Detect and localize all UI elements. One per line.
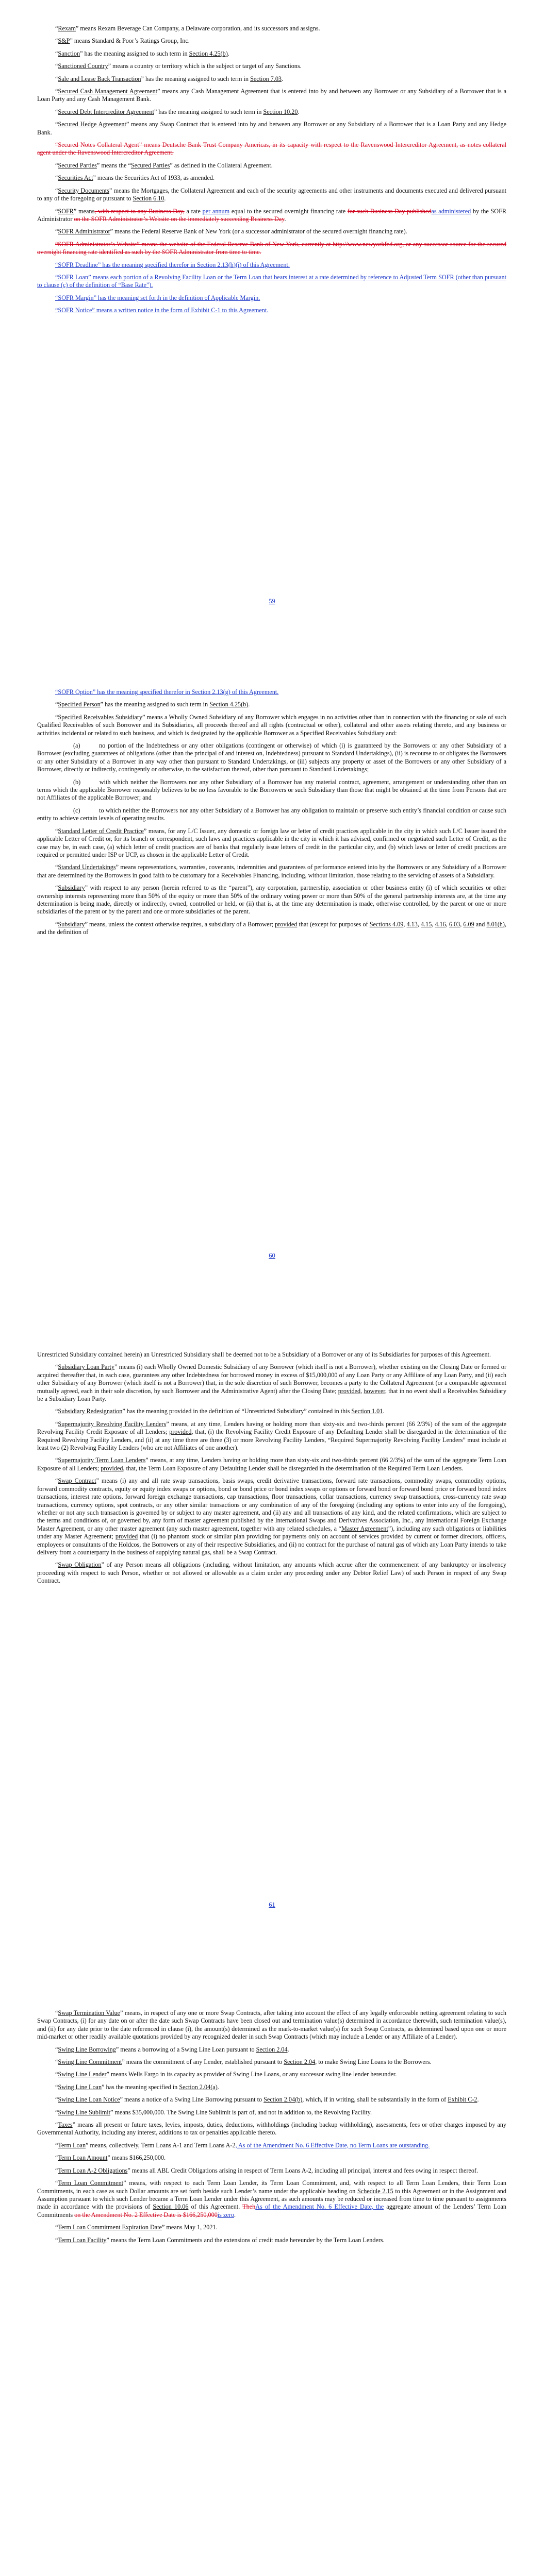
deleted-text: on the SOFR Administrator’s Website on the immediately succeeding Business Day bbox=[74, 215, 285, 223]
definition-paragraph bbox=[37, 294, 506, 302]
definition-paragraph bbox=[37, 2167, 506, 2175]
text-run: , bbox=[417, 920, 421, 928]
text-run: “ bbox=[55, 2154, 58, 2162]
text-run: “ bbox=[55, 161, 58, 169]
text-run: ”), including any such obligations or liabilities under any Master Agreement; bbox=[37, 1524, 506, 1540]
defined-term: provided bbox=[101, 1464, 123, 1472]
definition-paragraph bbox=[37, 1408, 506, 1415]
definition-paragraph bbox=[37, 174, 506, 182]
text-run: ” means, in respect of any one or more Swap Contracts, after taking into account the effect of any legally enforceable netting agreement relating to such Swap Contracts, (i) for any date on or after the date such Swap Contracts have been closed out and termination value(s) determined in accordance therewith, such termination value(s), and (ii) for any date prior to the date referenced in clause (i), the amount(s) determined as the mark-to-market value(s) for such Swap Contracts, as determined based upon one or more mid-market or other readily available quotations provided by any recognized dealer in such Swap Contracts (which may include a Lender or any Affiliate of a Lender). bbox=[37, 2009, 507, 2041]
defined-term: Section 4.25(b) bbox=[189, 49, 228, 57]
definition-paragraph bbox=[37, 261, 506, 269]
definition-paragraph bbox=[37, 778, 506, 802]
inserted-text: , As of the Amendment No. 6 Effective Date, no Term Loans are outstanding. bbox=[235, 2141, 430, 2149]
text-run: ” means, at any time, Lenders having or holding more than sixty-six and two-thirds percent (66 2/3%) of the sum of the aggregate Term Loan Exposure of all Lenders; bbox=[37, 1456, 507, 1472]
defined-term: Secured Hedge Agreement bbox=[58, 121, 126, 128]
defined-term: Term Loan Commitment bbox=[58, 2179, 124, 2187]
inserted-text: “SOFR Option” has the meaning specified therefor in Section 2.13(g) of this Agreement. bbox=[55, 688, 279, 696]
text-run: “ bbox=[55, 2166, 58, 2174]
text-run: “ bbox=[55, 2071, 58, 2078]
defined-term: Swap Contract bbox=[58, 1477, 96, 1485]
defined-term: Rexam bbox=[58, 25, 76, 32]
definition-paragraph bbox=[37, 2058, 506, 2066]
defined-term: provided bbox=[169, 1428, 192, 1436]
text-run: , bbox=[460, 920, 464, 928]
text-run: aggregate amount of the Lenders’ Term Loan Commitments bbox=[37, 2203, 506, 2218]
text-run: ” has the meaning assigned to such term in bbox=[80, 49, 189, 57]
definition-paragraph bbox=[37, 1561, 506, 1585]
defined-term: Supermajority Term Loan Lenders bbox=[58, 1456, 146, 1464]
text-run: , which, if in writing, shall be substantially in the form of bbox=[302, 2096, 448, 2104]
inserted-text: per annum bbox=[202, 207, 230, 215]
text-run: “ bbox=[55, 75, 58, 82]
definition-paragraph bbox=[37, 2236, 506, 2244]
definition-paragraph bbox=[37, 1477, 506, 1556]
defined-term: Section 2.04(a) bbox=[179, 2083, 218, 2091]
text-run: ” means a Wholly Owned Subsidiary of any Borrower which engages in no activities other than in connection with the financing or sale of such Qualified Receivables of such Borrower and its Subsidiaries, all proceeds thereof and all rights (contractual or other), collateral and other assets relating thereto, and any business or activities incidental or related to such business, and which is designated by the applicable Borrower as a Specified Receivables Subsidiary and: bbox=[37, 713, 506, 737]
defined-term: Exhibit C-2 bbox=[448, 2096, 477, 2104]
definition-paragraph bbox=[37, 2083, 506, 2091]
text-run: . bbox=[383, 1408, 385, 1415]
defined-term: Section 6.10 bbox=[133, 195, 164, 202]
defined-term: Securities Act bbox=[58, 174, 93, 182]
text-run: ” means, for any L/C Issuer, any domestic or foreign law or letter of credit practices applicable in the city in which such L/C Issuer issued the applicable Letter of Credit or, for its branch or correspondent, such laws and practices applicable in the city in which it has advised, confirmed or negotiated such Letter of Credit, as the case may be, in each case, (a) which letter of credit practices are of banks that regularly issue letters of credit in the particular city, and (b) which laws or letter of credit practices are required or permitted under ISP or UCP, as chosen in the applicable Letter of Credit. bbox=[37, 827, 507, 858]
defined-term: Supermajority Revolving Facility Lenders bbox=[58, 1420, 167, 1428]
definition-paragraph bbox=[37, 2224, 506, 2231]
defined-term: 6.09 bbox=[463, 920, 474, 928]
text-run: “ bbox=[55, 863, 58, 871]
text-run: , bbox=[403, 920, 407, 928]
text-run: ” means all ABL Credit Obligations arising in respect of Term Loans A-2, including all principal, interest and fees owing in respect thereof. bbox=[127, 2166, 479, 2174]
text-run: “ bbox=[55, 49, 58, 57]
text-run: ” has the meaning assigned to such term in bbox=[141, 75, 251, 82]
deleted-text: , with respect to any Business Day, bbox=[94, 207, 185, 215]
text-run: ” means any Cash Management Agreement that is entered into by and between any Borrower or any Subsidiary of a Borrower that is a Loan Party and any Cash Management Bank. bbox=[37, 88, 507, 103]
text-run: “ bbox=[55, 2009, 58, 2016]
defined-term: Term Loan Facility bbox=[58, 2236, 107, 2244]
defined-term: Security Documents bbox=[58, 187, 109, 194]
text-run: “ bbox=[55, 88, 58, 95]
definition-paragraph bbox=[37, 2046, 506, 2054]
defined-term: Term Loan bbox=[58, 2141, 86, 2149]
defined-term: Swing Line Loan Notice bbox=[58, 2096, 120, 2104]
text-run: “ bbox=[55, 1456, 58, 1464]
deleted-text: for such Business Day published bbox=[347, 207, 432, 215]
text-run: “ bbox=[55, 2096, 58, 2104]
defined-term: 4.16 bbox=[435, 920, 446, 928]
definition-paragraph bbox=[37, 187, 506, 203]
text-run: , bbox=[446, 920, 449, 928]
text-run: ” means the “ bbox=[96, 161, 131, 169]
text-run: by the SOFR Administrator bbox=[37, 207, 506, 223]
text-run: ” means $35,000,000. The Swing Line Sublimit is part of, and not in addition to, the Revolving Facility. bbox=[110, 2108, 372, 2116]
deleted-text: on the Amendment No. 2 Effective Date is $166,250,000 bbox=[74, 2211, 218, 2218]
text-run: “ bbox=[55, 187, 58, 194]
defined-term: Swing Line Borrowing bbox=[58, 2045, 116, 2053]
defined-term: Term Loan Amount bbox=[58, 2154, 108, 2162]
defined-term: Sections 4.09 bbox=[369, 920, 404, 928]
defined-term: Secured Cash Management Agreement bbox=[58, 88, 158, 95]
definition-paragraph bbox=[37, 2096, 506, 2104]
text-run: ” means, unless the context otherwise requires, a subsidiary of a Borrower; bbox=[85, 920, 275, 928]
defined-term: Section 10.06 bbox=[153, 2203, 189, 2211]
text-run: ” has the meaning specified in bbox=[102, 2083, 179, 2091]
defined-term: Schedule 2.15 bbox=[357, 2187, 393, 2195]
defined-term: Section 10.20 bbox=[263, 108, 298, 115]
defined-term: Section 2.04 bbox=[284, 2058, 316, 2066]
defined-term: Section 1.01 bbox=[351, 1408, 383, 1415]
defined-term: Sanctioned Country bbox=[58, 62, 108, 70]
definition-paragraph bbox=[37, 714, 506, 737]
defined-term: Swing Line Commitment bbox=[58, 2058, 122, 2066]
defined-term: Section 7.03 bbox=[250, 75, 282, 82]
text-run: . bbox=[217, 2083, 219, 2091]
definition-paragraph bbox=[37, 2009, 506, 2041]
definition-paragraph bbox=[37, 307, 506, 314]
definition-paragraph bbox=[37, 884, 506, 916]
definition-paragraph bbox=[37, 921, 506, 937]
text-run: ” means the commitment of any Lender, established pursuant to bbox=[122, 2058, 284, 2066]
text-run: . bbox=[287, 2045, 289, 2053]
text-run: . bbox=[248, 701, 250, 708]
definition-paragraph bbox=[37, 37, 506, 45]
defined-term: Section 2.04 bbox=[256, 2045, 288, 2053]
inserted-text: As of the Amendment No. 6 Effective Date, the bbox=[255, 2203, 384, 2211]
text-run: ” means, with respect to each Term Loan Lender, its Term Loan Commitment, and, with respect to all Term Loan Lenders, their Term Loan Commitments, in each case as such Dollar amounts are set forth beside such Lender’s name under the applicable heading on bbox=[37, 2179, 506, 2195]
defined-term: SOFR Administrator bbox=[58, 228, 110, 235]
text-run: (c) to which neither the Borrowers nor any other Subsidiary of a Borrower has any obligation to maintain or preserve such entity’s financial condition or cause such entity to achieve certain levels of operating results. bbox=[37, 806, 506, 822]
text-run: ” as defined in the Collateral Agreement. bbox=[170, 161, 273, 169]
definition-paragraph bbox=[37, 1456, 506, 1472]
text-run: “ bbox=[55, 2224, 58, 2231]
text-run: to this Agreement or in the Assignment and Assumption pursuant to which such Lender became a Term Loan Lender under this Agreement, as such amounts may be reduced or increased from time to time pursuant to assignments made in accordance with the provisions of bbox=[37, 2187, 506, 2211]
text-run: that (except for purposes of bbox=[297, 920, 370, 928]
text-run: “ bbox=[55, 2179, 58, 2187]
text-run: “ bbox=[55, 2108, 58, 2116]
text-run: (b) with which neither the Borrowers nor any other Subsidiary of a Borrower has any material contract, agreement, arrangement or understanding other than on terms which the applicable Borrower reasonably believes to be no less favorable to the Borrowers or such Subsidiary than those that might be obtained at the time from Persons that are not Affiliates of the applicable Borrower; and bbox=[37, 778, 506, 802]
text-run: ” means, collectively, Term Loans A-1 and Term Loans A-2 bbox=[86, 2141, 236, 2149]
definition-paragraph bbox=[37, 2071, 506, 2078]
text-run: ” means the Mortgages, the Collateral Agreement and each of the security agreements and other instruments and documents executed and delivered pursuant to any of the foregoing or pursuant to bbox=[37, 187, 506, 202]
text-run: ” means Wells Fargo in its capacity as provider of Swing Line Loans, or any successor swing line lender hereunder. bbox=[106, 2071, 397, 2078]
definition-paragraph bbox=[37, 2179, 506, 2219]
deleted-text: “SOFR Administrator’s Website” means the website of the Federal Reserve Bank of New York, currently at http://www.newyorkfed.org, or any successor source for the secured overnight financing rate identified as such by the SOFR Administrator from time to time. bbox=[37, 240, 506, 256]
defined-term: Standard Undertakings bbox=[58, 863, 116, 871]
deleted-text: Theh bbox=[242, 2203, 256, 2211]
defined-term: Standard Letter of Credit Practice bbox=[58, 827, 144, 835]
text-run: a rate bbox=[184, 207, 203, 215]
defined-term: provided bbox=[115, 1533, 138, 1540]
defined-term: Master Agreement bbox=[341, 1524, 388, 1532]
text-run: , that in no event shall a Receivables Subsidiary be a Subsidiary Loan Party. bbox=[37, 1387, 507, 1403]
text-run: of this Agreement. bbox=[188, 2203, 243, 2211]
definition-paragraph bbox=[37, 141, 506, 157]
definition-paragraph bbox=[37, 2142, 506, 2149]
definition-paragraph bbox=[37, 75, 506, 83]
defined-term: Swing Line Sublimit bbox=[58, 2108, 110, 2116]
text-run: ” with respect to any person (herein referred to as the “parent”), any corporation, partnership, association or other business entity (i) of which securities or other ownership interests representing more than 50% of the equity or more than 50% of the ordinary voting power or more than 50% of the general partnership interests are, at the time any determination is being made, directly or indirectly, owned, controlled or held, or (ii) that is, at the time any determination is made, otherwise controlled, by the parent or one or more subsidiaries of the parent or by the parent and one or more subsidiaries of the parent. bbox=[37, 884, 506, 916]
text-run: “ bbox=[55, 2121, 58, 2129]
text-run: ” means all present or future taxes, levies, imposts, duties, deductions, withholdings (including backup withholding), assessments, fees or other charges imposed by any Governmental Authority, including any interest, additions to tax or penalties applicable thereto. bbox=[37, 2121, 506, 2137]
text-run: “ bbox=[55, 713, 58, 721]
defined-term: S&P bbox=[58, 37, 70, 45]
text-run: ” means Rexam Beverage Can Company, a Delaware corporation, and its successors and assigns. bbox=[75, 25, 320, 32]
text-run: “ bbox=[55, 121, 58, 128]
text-run: “ bbox=[55, 2083, 58, 2091]
defined-term: Swap Termination Value bbox=[58, 2009, 120, 2016]
text-run: “ bbox=[55, 2236, 58, 2244]
text-run: “ bbox=[55, 174, 58, 182]
definition-paragraph bbox=[37, 88, 506, 104]
text-run: , bbox=[360, 1387, 364, 1395]
text-run: ” means Standard & Poor’s Ratings Group, Inc. bbox=[70, 37, 190, 45]
defined-term: Subsidiary bbox=[58, 884, 85, 892]
text-run: that (i) no phantom stock or similar plan providing for payments only on account of services provided by current or former directors, officers, employees or consultants of the Holdcos, the Borrowers or any of their respective Subsidiaries, and (ii) no contract for the purchase of natural gas of which any Loan Party intends to take delivery from a counterparty in the business of supplying natural gas, shall be a Swap Contract. bbox=[37, 1533, 507, 1556]
text-run: ” means the Federal Reserve Bank of New York (or a successor administrator of the secured overnight financing rate). bbox=[110, 228, 407, 235]
defined-term: Specified Person bbox=[58, 701, 101, 708]
text-run: . bbox=[234, 2211, 236, 2218]
defined-term: Specified Receivables Subsidiary bbox=[58, 713, 142, 721]
definition-paragraph bbox=[37, 688, 506, 696]
page-section bbox=[37, 1351, 506, 1590]
text-run: “ bbox=[55, 108, 58, 115]
page-section bbox=[37, 25, 506, 319]
defined-term: however bbox=[364, 1387, 385, 1395]
text-run: “ bbox=[55, 25, 58, 32]
definition-paragraph bbox=[37, 827, 506, 859]
text-run: ” means a borrowing of a Swing Line Loan pursuant to bbox=[116, 2045, 256, 2053]
definition-paragraph bbox=[37, 2154, 506, 2162]
text-run: ” has the meaning provided in the definition of “Unrestricted Subsidiary” contained in this bbox=[122, 1408, 352, 1415]
text-run: , bbox=[432, 920, 435, 928]
defined-term: Section 2.04(b) bbox=[263, 2096, 303, 2104]
text-run: ” means the Securities Act of 1933, as amended. bbox=[93, 174, 215, 182]
page-number[interactable]: 60 bbox=[269, 1252, 275, 1259]
text-run: , that, the Term Loan Exposure of any Defaulting Lender shall be disregarded in the determination of the Required Term Loan Lenders. bbox=[123, 1464, 464, 1472]
definition-paragraph bbox=[37, 25, 506, 32]
text-run: equal to the secured overnight financing rate bbox=[229, 207, 348, 215]
text-run: and bbox=[474, 920, 487, 928]
text-run: ” of any Person means all obligations (including, without limitation, any amounts which accrue after the commencement of any bankruptcy or insolvency proceeding with respect to such Person, whether or not allowed or allowable as a claim under any proceeding under any Debtor Relief Law) of such Person in respect of any Swap Contract. bbox=[37, 1561, 506, 1585]
text-run: ” means $166,250,000. bbox=[107, 2154, 166, 2162]
text-run: ” means (i) each Wholly Owned Domestic Subsidiary of any Borrower (which itself is not a Borrower), whether existing on the Closing Date or formed or acquired thereafter that, in each case, guarantees any other Indebtedness for borrowed money in excess of $15,000,000 of any Loan Party or any Affiliate of any Loan Party, and (ii) each other Subsidiary of any Borrower (which itself is not a Borrower) that, in the sole discretion of such Borrower, becomes a party to the Collateral Agreement (or a comparable agreement mutually agreed, each in their sole discretion, by such Borrower and the Administrative Agent) after the Closing Date; bbox=[37, 1363, 507, 1395]
defined-term: Subsidiary Redesignation bbox=[58, 1408, 123, 1415]
definition-paragraph bbox=[37, 863, 506, 879]
text-run: “ bbox=[55, 1408, 58, 1415]
definition-paragraph bbox=[37, 807, 506, 823]
definition-paragraph bbox=[37, 108, 506, 116]
text-run: ” has the meaning assigned to such term in bbox=[100, 701, 210, 708]
text-run: “ bbox=[55, 228, 58, 235]
text-run: “ bbox=[55, 2045, 58, 2053]
text-run: “ bbox=[55, 207, 58, 215]
text-run: . bbox=[298, 108, 300, 115]
text-run: ” means a notice of a Swing Line Borrowing pursuant to bbox=[120, 2096, 264, 2104]
text-run: . bbox=[284, 215, 286, 223]
text-run: “ bbox=[55, 1420, 58, 1428]
defined-term: provided bbox=[275, 920, 298, 928]
page-number[interactable]: 59 bbox=[269, 598, 275, 605]
page-section bbox=[37, 2009, 506, 2249]
defined-term: Secured Parties bbox=[58, 161, 97, 169]
text-run: , and the definition of bbox=[37, 920, 507, 936]
text-run: “ bbox=[55, 920, 58, 928]
inserted-text: is zero bbox=[217, 2211, 234, 2218]
defined-term: Swing Line Lender bbox=[58, 2071, 107, 2078]
text-run: ” means, at any time, Lenders having or holding more than sixty-six and two-thirds percent (66 2/3%) of the sum of the aggregate Revolving Facility Credit Exposure of all Lenders; bbox=[37, 1420, 507, 1436]
text-run: “ bbox=[55, 1363, 58, 1371]
defined-term: Swap Obligation bbox=[58, 1561, 102, 1569]
definition-paragraph bbox=[37, 228, 506, 235]
defined-term: Swing Line Loan bbox=[58, 2083, 102, 2091]
defined-term: Term Loan Commitment Expiration Date bbox=[58, 2224, 162, 2231]
page-section bbox=[37, 688, 506, 941]
inserted-text: “SOFR Notice” means a written notice in the form of Exhibit C-1 to this Agreement. bbox=[55, 307, 269, 314]
defined-term: Section 4.25(b) bbox=[209, 701, 249, 708]
text-run: “ bbox=[55, 701, 58, 708]
defined-term: 4.15 bbox=[420, 920, 432, 928]
defined-term: Secured Debt Intercreditor Agreement bbox=[58, 108, 154, 115]
definition-paragraph bbox=[37, 2121, 506, 2137]
text-run: ” means any Swap Contract that is entered into by and between any Borrower or any Subsidiary of a Borrower that is a Loan Party and any Hedge Bank. bbox=[37, 121, 506, 136]
definition-paragraph bbox=[37, 208, 506, 224]
definition-paragraph bbox=[37, 1420, 506, 1452]
inserted-text: as administered bbox=[431, 207, 471, 215]
page-number[interactable]: 61 bbox=[269, 1901, 275, 1908]
definition-paragraph bbox=[37, 162, 506, 170]
text-run: ” has the meaning assigned to such term in bbox=[154, 108, 263, 115]
text-run: . bbox=[227, 49, 229, 57]
definition-paragraph bbox=[37, 1351, 506, 1359]
defined-term: Sale and Lease Back Transaction bbox=[58, 75, 141, 82]
text-run: ” means bbox=[73, 207, 95, 215]
text-run: , that, (i) the Revolving Facility Credit Exposure of any Defaulting Lender shall be disregarded in the determination of the Required Revolving Facility Lenders, and (ii) at any time there are three (3) or more Revolving Facility Lenders, “Required Supermajority Revolving Facility Lenders” must include at least two (2) Revolving Facility Lenders (who are not Affiliates of one another). bbox=[37, 1428, 506, 1452]
deleted-text: “Secured Notes Collateral Agent” means Deutsche Bank Trust Company Americas, in its capacity with respect to the Ravenswood Intercreditor Agreement, as notes collateral agent under the Ravenswood Intercreditor Agreement. bbox=[37, 141, 506, 157]
defined-term: Subsidiary Loan Party bbox=[58, 1363, 114, 1371]
defined-term: Subsidiary bbox=[58, 920, 85, 928]
inserted-text: “SOFR Margin” has the meaning set forth in the definition of Applicable Margin. bbox=[55, 294, 260, 301]
text-run: “ bbox=[55, 2141, 58, 2149]
text-run: “ bbox=[55, 2058, 58, 2066]
text-run: “ bbox=[55, 1561, 58, 1569]
definition-paragraph bbox=[37, 1363, 506, 1403]
definition-paragraph bbox=[37, 701, 506, 708]
inserted-text: “SOFR Deadline” has the meaning specified therefor in Section 2.13(h)(i) of this Agreement. bbox=[55, 261, 290, 268]
text-run: ” means the Term Loan Commitments and the extensions of credit made hereunder by the Term Loan Lenders. bbox=[106, 2236, 385, 2244]
definition-paragraph bbox=[37, 241, 506, 257]
text-run: . bbox=[164, 195, 166, 202]
text-run: ” means (i) any and all rate swap transactions, basis swaps, credit derivative transactions, forward rate transactions, commodity swaps, commodity options, forward commodity contracts, equity or equity index swaps or options, bond or bond price or bond index swaps or options or forward bond or forward bond price or forward bond index transactions, interest rate options, forward foreign exchange transactions, cap transactions, floor transactions, collar transactions, currency swap transactions, cross-currency rate swap transactions, currency options, spot contracts, or any other similar transactions or any combination of any of the foregoing (including any options to enter into any of the foregoing), whether or not any such transaction is governed by or subject to any master agreement, and (ii) any and all transactions of any kind, and the related confirmations, which are subject to the terms and conditions of, or governed by, any form of master agreement published by the International Swaps and Derivatives Association, Inc., any International Foreign Exchange Master Agreement, or any other master agreement (any such master agreement, together with any related schedules, a “ bbox=[37, 1477, 506, 1532]
defined-term: 4.13 bbox=[406, 920, 418, 928]
defined-term: provided bbox=[338, 1387, 361, 1395]
text-run: (a) no portion of the Indebtedness or any other obligations (contingent or otherwise) of which (i) is guaranteed by the Borrowers or any other Subsidiary of a Borrower (excluding guarantees of obligations (other than the principal of and interest on, Indebtedness) pursuant to Standard Undertakings), (ii) is recourse to or obligates the Borrowers or any other Subsidiary of a Borrower in any way other than pursuant to Standard Undertakings, or (iii) subjects any property or asset of the Borrowers or any other Subsidiary of a Borrower, directly or indirectly, contingently or otherwise, to the satisfaction thereof, other than pursuant to Standard Undertakings; bbox=[37, 742, 506, 773]
text-run: ” means May 1, 2021. bbox=[161, 2224, 218, 2231]
defined-term: Sanction bbox=[58, 49, 80, 57]
text-run: . bbox=[477, 2096, 479, 2104]
definition-paragraph bbox=[37, 62, 506, 70]
definition-paragraph bbox=[37, 274, 506, 290]
defined-term: 8.01(h) bbox=[486, 920, 505, 928]
text-run: “ bbox=[55, 884, 58, 892]
text-run: Unrestricted Subsidiary contained herein) an Unrestricted Subsidiary shall be deemed not to be a Subsidiary of a Borrower or any of its Subsidiaries for purposes of this Agreement. bbox=[37, 1351, 491, 1358]
definition-paragraph bbox=[37, 50, 506, 58]
inserted-text: “SOFR Loan” means each portion of a Revolving Facility Loan or the Term Loan that bears interest at a rate determined by reference to Adjusted Term SOFR (other than pursuant to clause (c) of the definition of “Base Rate”). bbox=[37, 273, 506, 289]
text-run: , to make Swing Line Loans to the Borrowers. bbox=[315, 2058, 432, 2066]
defined-term: Secured Parties bbox=[130, 161, 170, 169]
defined-term: Taxes bbox=[58, 2121, 73, 2129]
text-run: “ bbox=[55, 37, 58, 45]
text-run: . bbox=[282, 75, 284, 82]
defined-term: SOFR bbox=[58, 207, 74, 215]
text-run: “ bbox=[55, 1477, 58, 1485]
definition-paragraph bbox=[37, 2109, 506, 2116]
definition-paragraph bbox=[37, 121, 506, 137]
definition-paragraph bbox=[37, 742, 506, 774]
text-run: ” means representations, warranties, covenants, indemnities and guarantees of performance entered into by the Borrowers or any Subsidiary of a Borrower that are determined by the Borrowers in good faith to be customary for a Receivables Financing, including, without limitation, those relating to the servicing of assets of a Subsidiary. bbox=[37, 863, 506, 879]
defined-term: 6.03 bbox=[449, 920, 460, 928]
defined-term: Term Loan A-2 Obligations bbox=[58, 2166, 128, 2174]
text-run: “ bbox=[55, 827, 58, 835]
text-run: “ bbox=[55, 62, 58, 70]
text-run: ” means a country or territory which is the subject or target of any Sanctions. bbox=[108, 62, 302, 70]
